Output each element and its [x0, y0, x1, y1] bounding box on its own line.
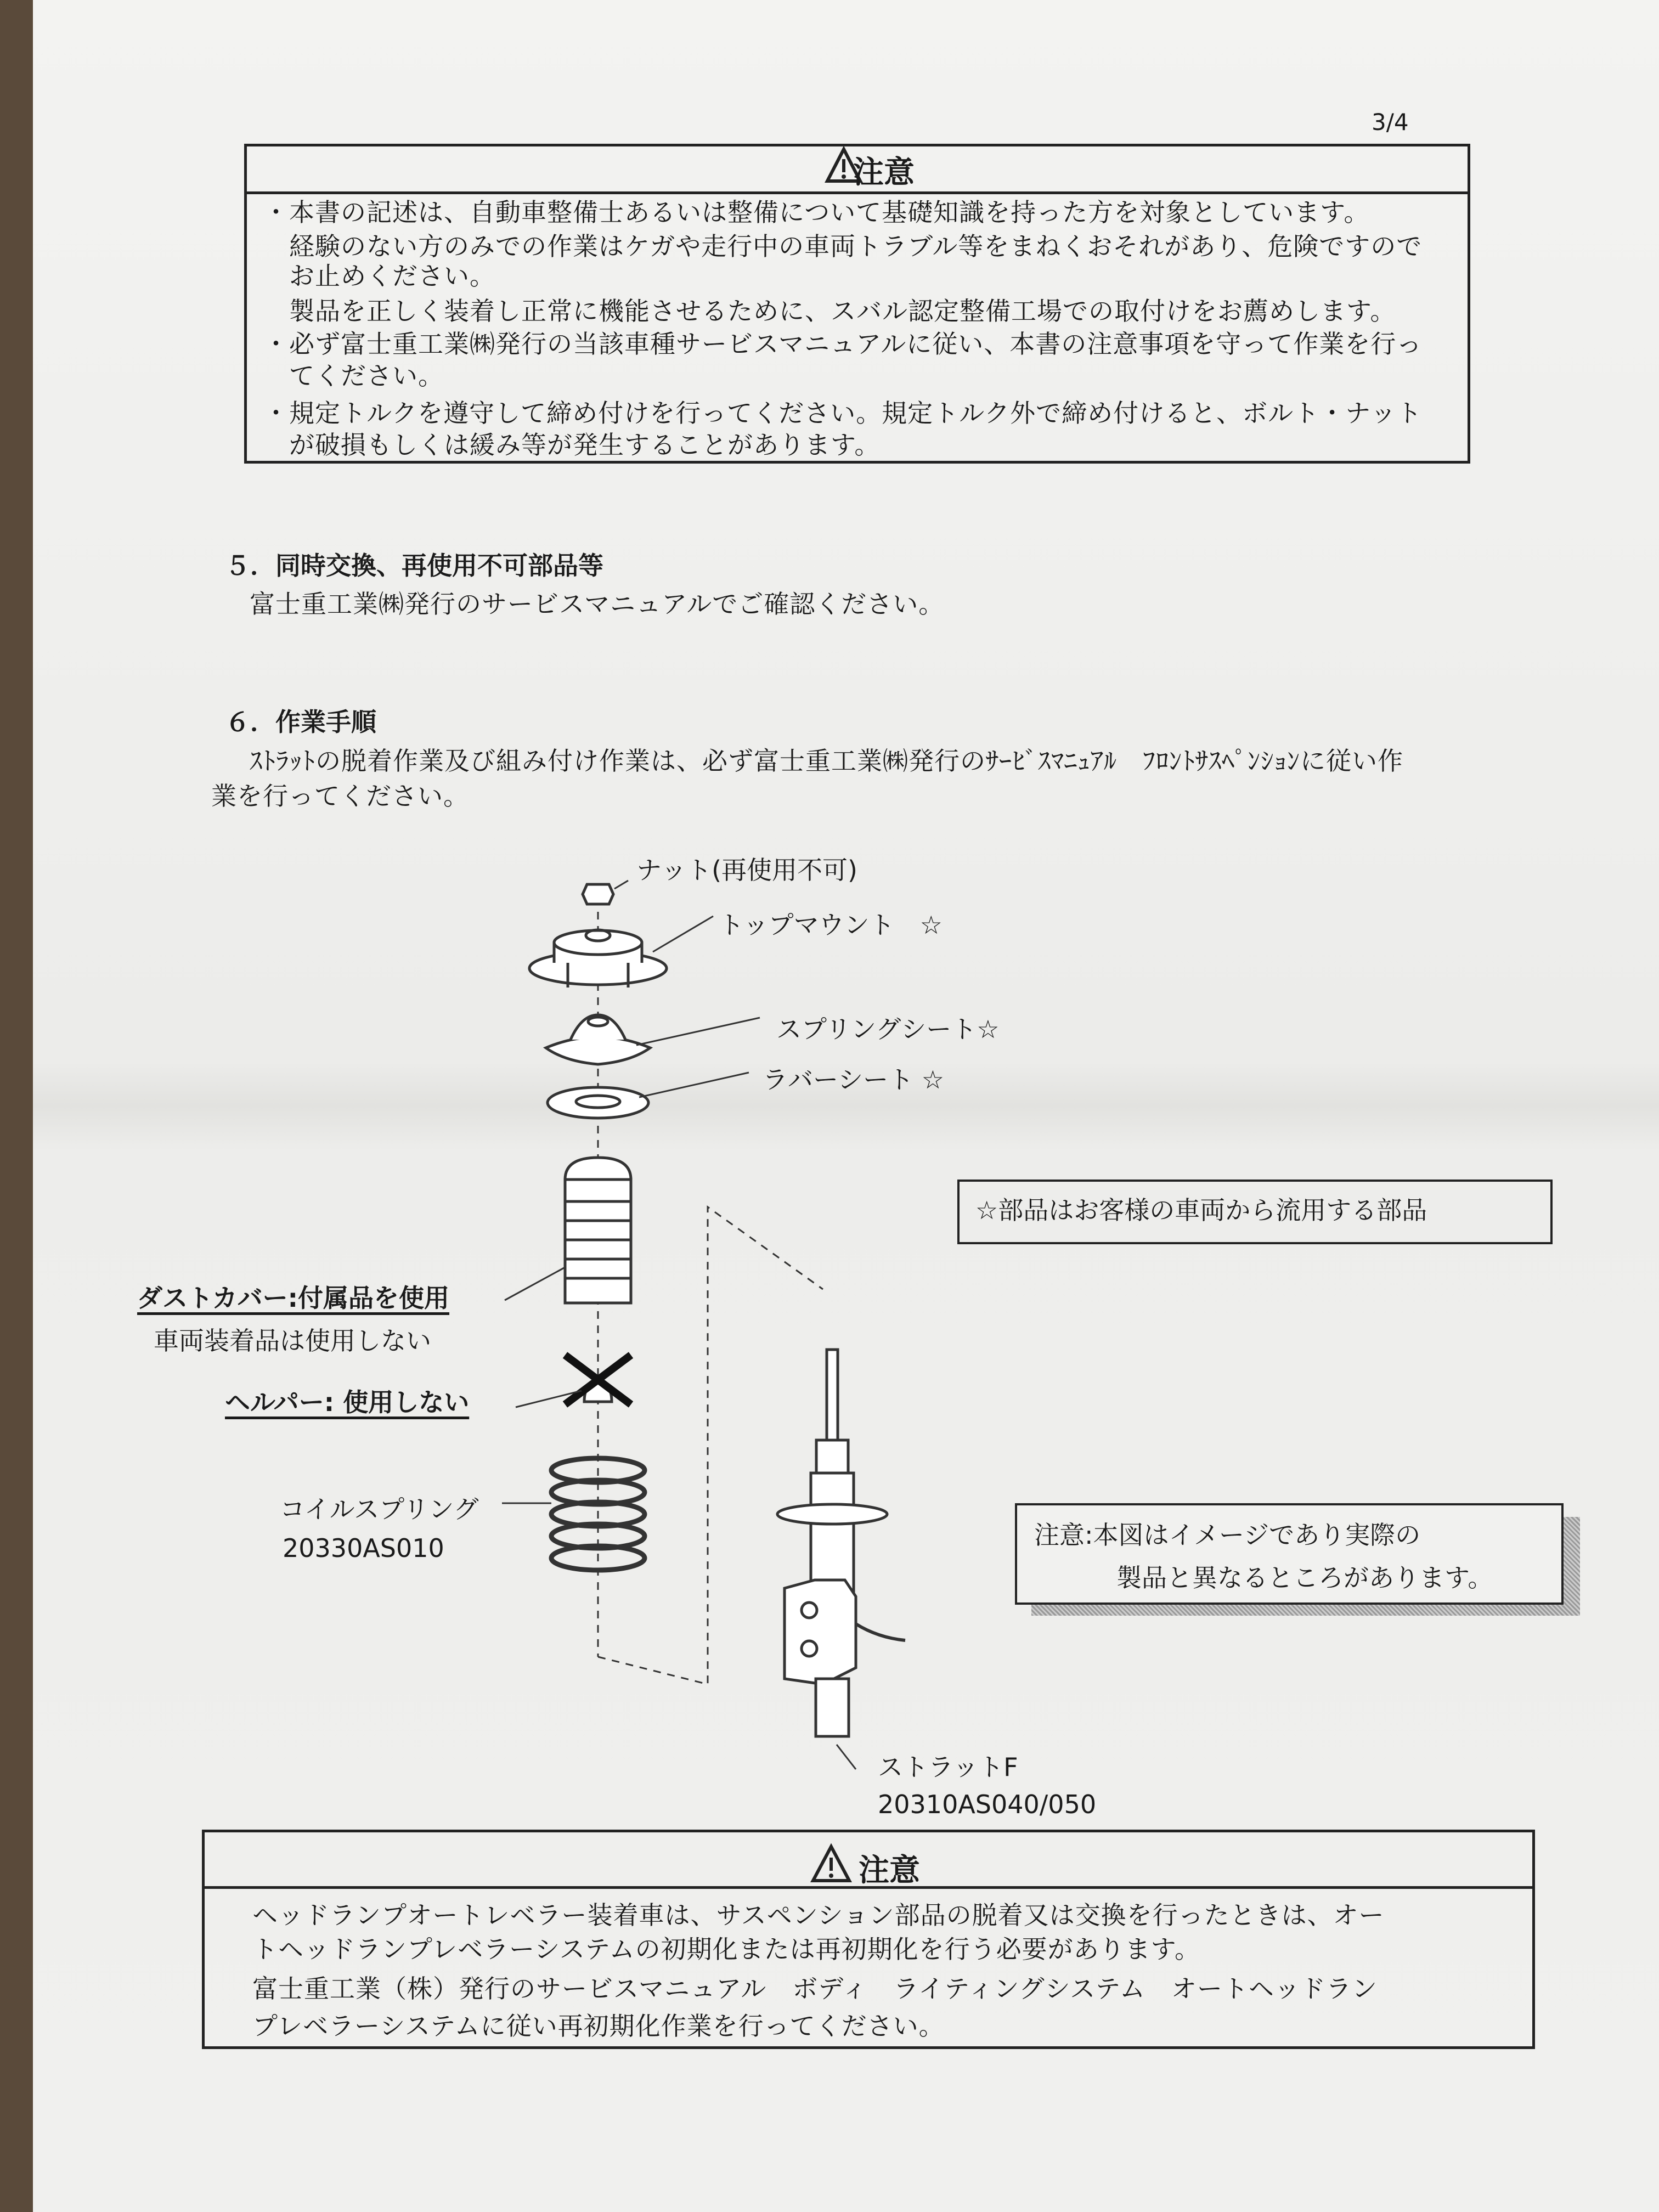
label-spring-seat: スプリングシート☆ [776, 1014, 1000, 1044]
label-helper: ヘルパー: 使用しない [225, 1387, 470, 1417]
section-5-text: 富士重工業㈱発行のサービスマニュアルでご確認ください。 [250, 589, 945, 619]
caution-top-line-8: が破損もしくは緩み等が発生することがあります。 [263, 430, 881, 460]
label-rubber-seat: ラバーシート ☆ [763, 1065, 944, 1094]
caution-title-bottom: 注意 [859, 1853, 920, 1888]
caution-title-top: 注意 [853, 155, 915, 190]
caution-top-line-5: ・必ず富士重工業㈱発行の当該車種サービスマニュアルに従い、本書の注意事項を守って作業を行っ [263, 329, 1423, 359]
label-dust-cover-note: 車両装着品は使用しない [154, 1326, 431, 1356]
section-6-heading: ６．作業手順 [225, 707, 376, 737]
page-number: 3/4 [1372, 109, 1409, 136]
caution-top-line-4: 製品を正しく装着し正常に機能させるために、スバル認定整備工場での取付けをお薦めします。 [263, 296, 1396, 326]
image-note-line-2: 製品と異なるところがあります。 [1116, 1563, 1493, 1593]
caution-top-line-2: 経験のない方のみでの作業はケガや走行中の車両トラブル等をまねくおそれがあり、危険ですので [263, 232, 1423, 261]
label-top-mount: トップマウント ☆ [719, 910, 943, 940]
caution-top-line-1: ・本書の記述は、自動車整備士あるいは整備について基礎知識を持った方を対象としています。 [263, 198, 1370, 227]
label-strut-part-number: 20310AS040/050 [878, 1790, 1097, 1819]
section-6-line-1: ｽﾄﾗｯﾄの脱着作業及び組み付け作業は、必ず富士重工業㈱発行のｻｰﾋﾞｽﾏﾆｭｱﾙ ﾌﾛﾝﾄｻｽﾍﾟﾝｼｮﾝに従い作 [250, 746, 1403, 776]
image-note-line-1: 注意:本図はイメージであり実際の [1034, 1520, 1421, 1550]
caution-top-line-7: ・規定トルクを遵守して締め付けを行ってください。規定トルク外で締め付けると、ボルト・ナット [263, 398, 1423, 428]
section-5-heading: ５．同時交換、再使用不可部品等 [225, 551, 603, 580]
caution-bottom-line-3: 富士重工業（株）発行のサービスマニュアル ボディ ライティングシステム オートヘッドラン [252, 1974, 1378, 2004]
label-nut: ナット(再使用不可) [636, 855, 857, 885]
section-6-line-2: 業を行ってください。 [211, 781, 469, 811]
caution-top-line-3: お止めください。 [263, 261, 495, 291]
label-coil-spring: コイルスプリング [280, 1494, 479, 1524]
star-note-text: ☆部品はお客様の車両から流用する部品 [975, 1195, 1427, 1225]
caution-bottom-line-2: トヘッドランプレベラーシステムの初期化または再初期化を行う必要があります。 [252, 1934, 1200, 1964]
caution-bottom-line-4: プレベラーシステムに従い再初期化作業を行ってください。 [252, 2011, 945, 2041]
label-strut: ストラットF [878, 1752, 1018, 1782]
label-coil-spring-part-number: 20330AS010 [283, 1533, 444, 1563]
caution-bottom-line-1: ヘッドランプオートレベラー装着車は、サスペンション部品の脱着又は交換を行ったときは、オー [252, 1900, 1385, 1930]
caution-top-line-6: てください。 [263, 361, 444, 391]
label-dust-cover: ダストカバー:付属品を使用 [137, 1283, 450, 1313]
